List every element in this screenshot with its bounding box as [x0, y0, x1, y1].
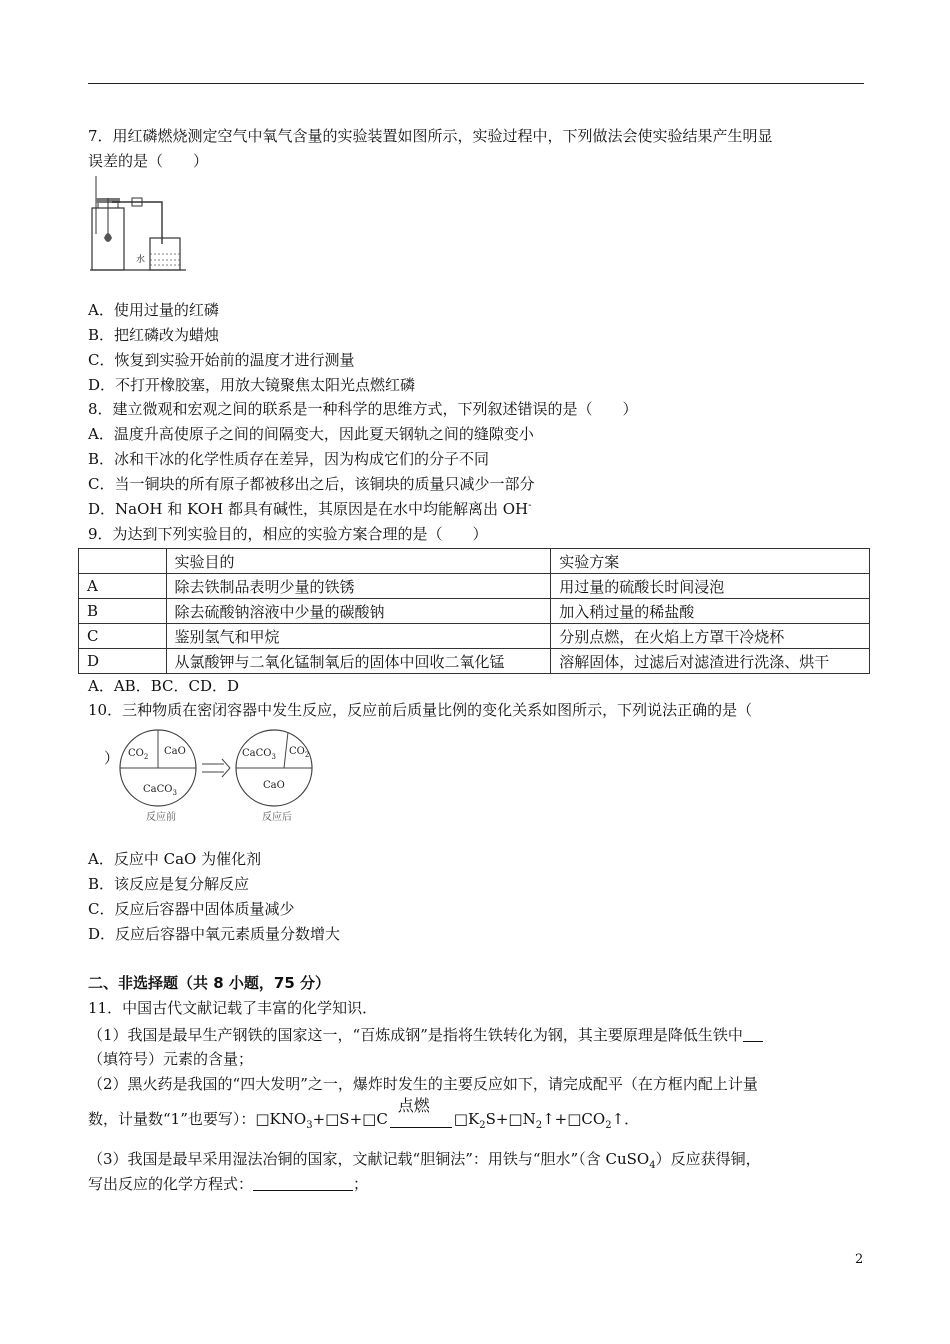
q11-part3-line1: （3）我国是最早采用湿法冶铜的国家，文献记载“胆铜法”：用铁与“胆水”（含 CuSO$_4$）反应获得铜， — [88, 1150, 761, 1171]
table-cell: 除去铁制品表明少量的铁锈 — [166, 574, 551, 599]
page-number: 2 — [855, 1252, 864, 1267]
table-cell: D — [79, 649, 167, 674]
q8-stem: 8．建立微观和宏观之间的联系是一种科学的思维方式，下列叙述错误的是（ ） — [88, 400, 638, 418]
q7-stem-line2: 误差的是（ ） — [88, 152, 209, 170]
after-label-a: CaCO$_3$ — [242, 748, 276, 761]
q10-option-c: C．反应后容器中固体质量减少 — [88, 900, 295, 918]
before-label-a: $CO_2$ — [128, 748, 149, 761]
table-row — [79, 599, 870, 624]
q11-part2-line1: （2）黑火药是我国的“四大发明”之一，爆炸时发生的主要反应如下，请完成配平（在方框内配上计量 — [88, 1075, 758, 1093]
before-caption: 反应前 — [146, 812, 176, 823]
q7-option-c: C．恢复到实验开始前的温度才进行测量 — [88, 351, 355, 369]
q11-stem: 11．中国古代文献记载了丰富的化学知识． — [88, 999, 378, 1017]
table-row — [79, 624, 870, 649]
q11-part2-equation: 数，计量数“1”也要写）：$□KNO_3+□S+□C$ 点燃 $□K_2S+□N_2↑+□CO_2↑$． — [88, 1096, 640, 1131]
q7-stem-line1: 7．用红磷燃烧测定空气中氧气含量的实验装置如图所示，实验过程中，下列做法会使实验结果产生明显 — [88, 127, 773, 145]
q8-option-c: C．当一铜块的所有原子都被移出之后，该铜块的质量只减少一部分 — [88, 475, 535, 493]
table-cell: 加入稍过量的稀盐酸 — [551, 599, 870, 624]
reaction-arrow — [202, 759, 230, 777]
table-cell: 分别点燃，在火焰上方罩干冷烧杯 — [551, 624, 870, 649]
q8-option-b: B．冰和干冰的化学性质存在差异，因为构成它们的分子不同 — [88, 450, 490, 468]
table-cell: 用过量的硫酸长时间浸泡 — [551, 574, 870, 599]
table-cell: 除去硫酸钠溶液中少量的碳酸钠 — [166, 599, 551, 624]
table-cell: B — [79, 599, 167, 624]
q9-options: A．AB．BC．CD．D — [88, 677, 239, 695]
table-cell: 溶解固体，过滤后对滤渣进行洗涤、烘干 — [551, 649, 870, 674]
answer-blank[interactable] — [253, 1176, 353, 1191]
after-label-b: $CO_2$ — [289, 746, 310, 759]
answer-blank[interactable] — [743, 1027, 763, 1042]
table-header-row — [79, 549, 870, 574]
experiment-table — [78, 548, 870, 674]
reaction-pie-figure — [118, 728, 318, 824]
q8-option-a: A．温度升高使原子之间的间隔变大，因此夏天钢轨之间的缝隙变小 — [88, 425, 534, 443]
q7-option-d: D．不打开橡胶塞，用放大镜聚焦太阳光点燃红磷 — [88, 376, 416, 394]
pie-after — [236, 730, 312, 823]
table-row — [79, 574, 870, 599]
table-row — [79, 649, 870, 674]
table-header-cell — [79, 549, 167, 574]
q7-option-a: A．使用过量的红磷 — [88, 301, 219, 319]
after-label-c: CaO — [263, 780, 285, 791]
table-header-cell: 实验目的 — [166, 549, 551, 574]
q11-part1-line2: （填符号）元素的含量； — [88, 1050, 254, 1068]
q10-stem-close: ） — [104, 749, 120, 767]
section-title: 二、非选择题（共 8 小题，75 分） — [88, 974, 330, 992]
water-label: 水 — [136, 255, 146, 265]
red-phosphorus-apparatus-figure — [88, 174, 188, 274]
header-rule — [88, 83, 864, 84]
q10-option-b: B．该反应是复分解反应 — [88, 875, 250, 893]
reaction-condition: 点燃 — [397, 1096, 430, 1115]
before-label-b: CaO — [164, 746, 186, 757]
table-cell: 从氯酸钾与二氧化锰制氧后的固体中回收二氧化锰 — [166, 649, 551, 674]
before-label-c: CaCO$_3$ — [143, 784, 177, 797]
table-cell: C — [79, 624, 167, 649]
equation-arrow — [390, 1096, 452, 1130]
table-header-cell: 实验方案 — [551, 549, 870, 574]
q11-part3-line2: 写出反应的化学方程式： ； — [88, 1175, 369, 1193]
q11-part1-line1: （1）我国是最早生产钢铁的国家这一，“百炼成钢”是指将生铁转化为钢，其主要原理是降低生铁中 — [88, 1025, 763, 1045]
q7-option-b: B．把红磷改为蜡烛 — [88, 326, 220, 344]
q8-option-d: D．NaOH 和 KOH 都具有碱性，其原因是在水中均能解离出 OH- — [88, 500, 532, 518]
table-cell: A — [79, 574, 167, 599]
q10-stem: 10．三种物质在密闭容器中发生反应，反应前后质量比例的变化关系如图所示，下列说法正确的是（ — [88, 701, 753, 719]
q10-option-d: D．反应后容器中氧元素质量分数增大 — [88, 925, 341, 943]
table-cell: 鉴别氢气和甲烷 — [166, 624, 551, 649]
q10-option-a: A．反应中 CaO 为催化剂 — [88, 850, 262, 868]
after-caption: 反应后 — [262, 812, 292, 823]
q9-stem: 9．为达到下列实验目的，相应的实验方案合理的是（ ） — [88, 525, 488, 543]
pie-before — [120, 730, 196, 823]
